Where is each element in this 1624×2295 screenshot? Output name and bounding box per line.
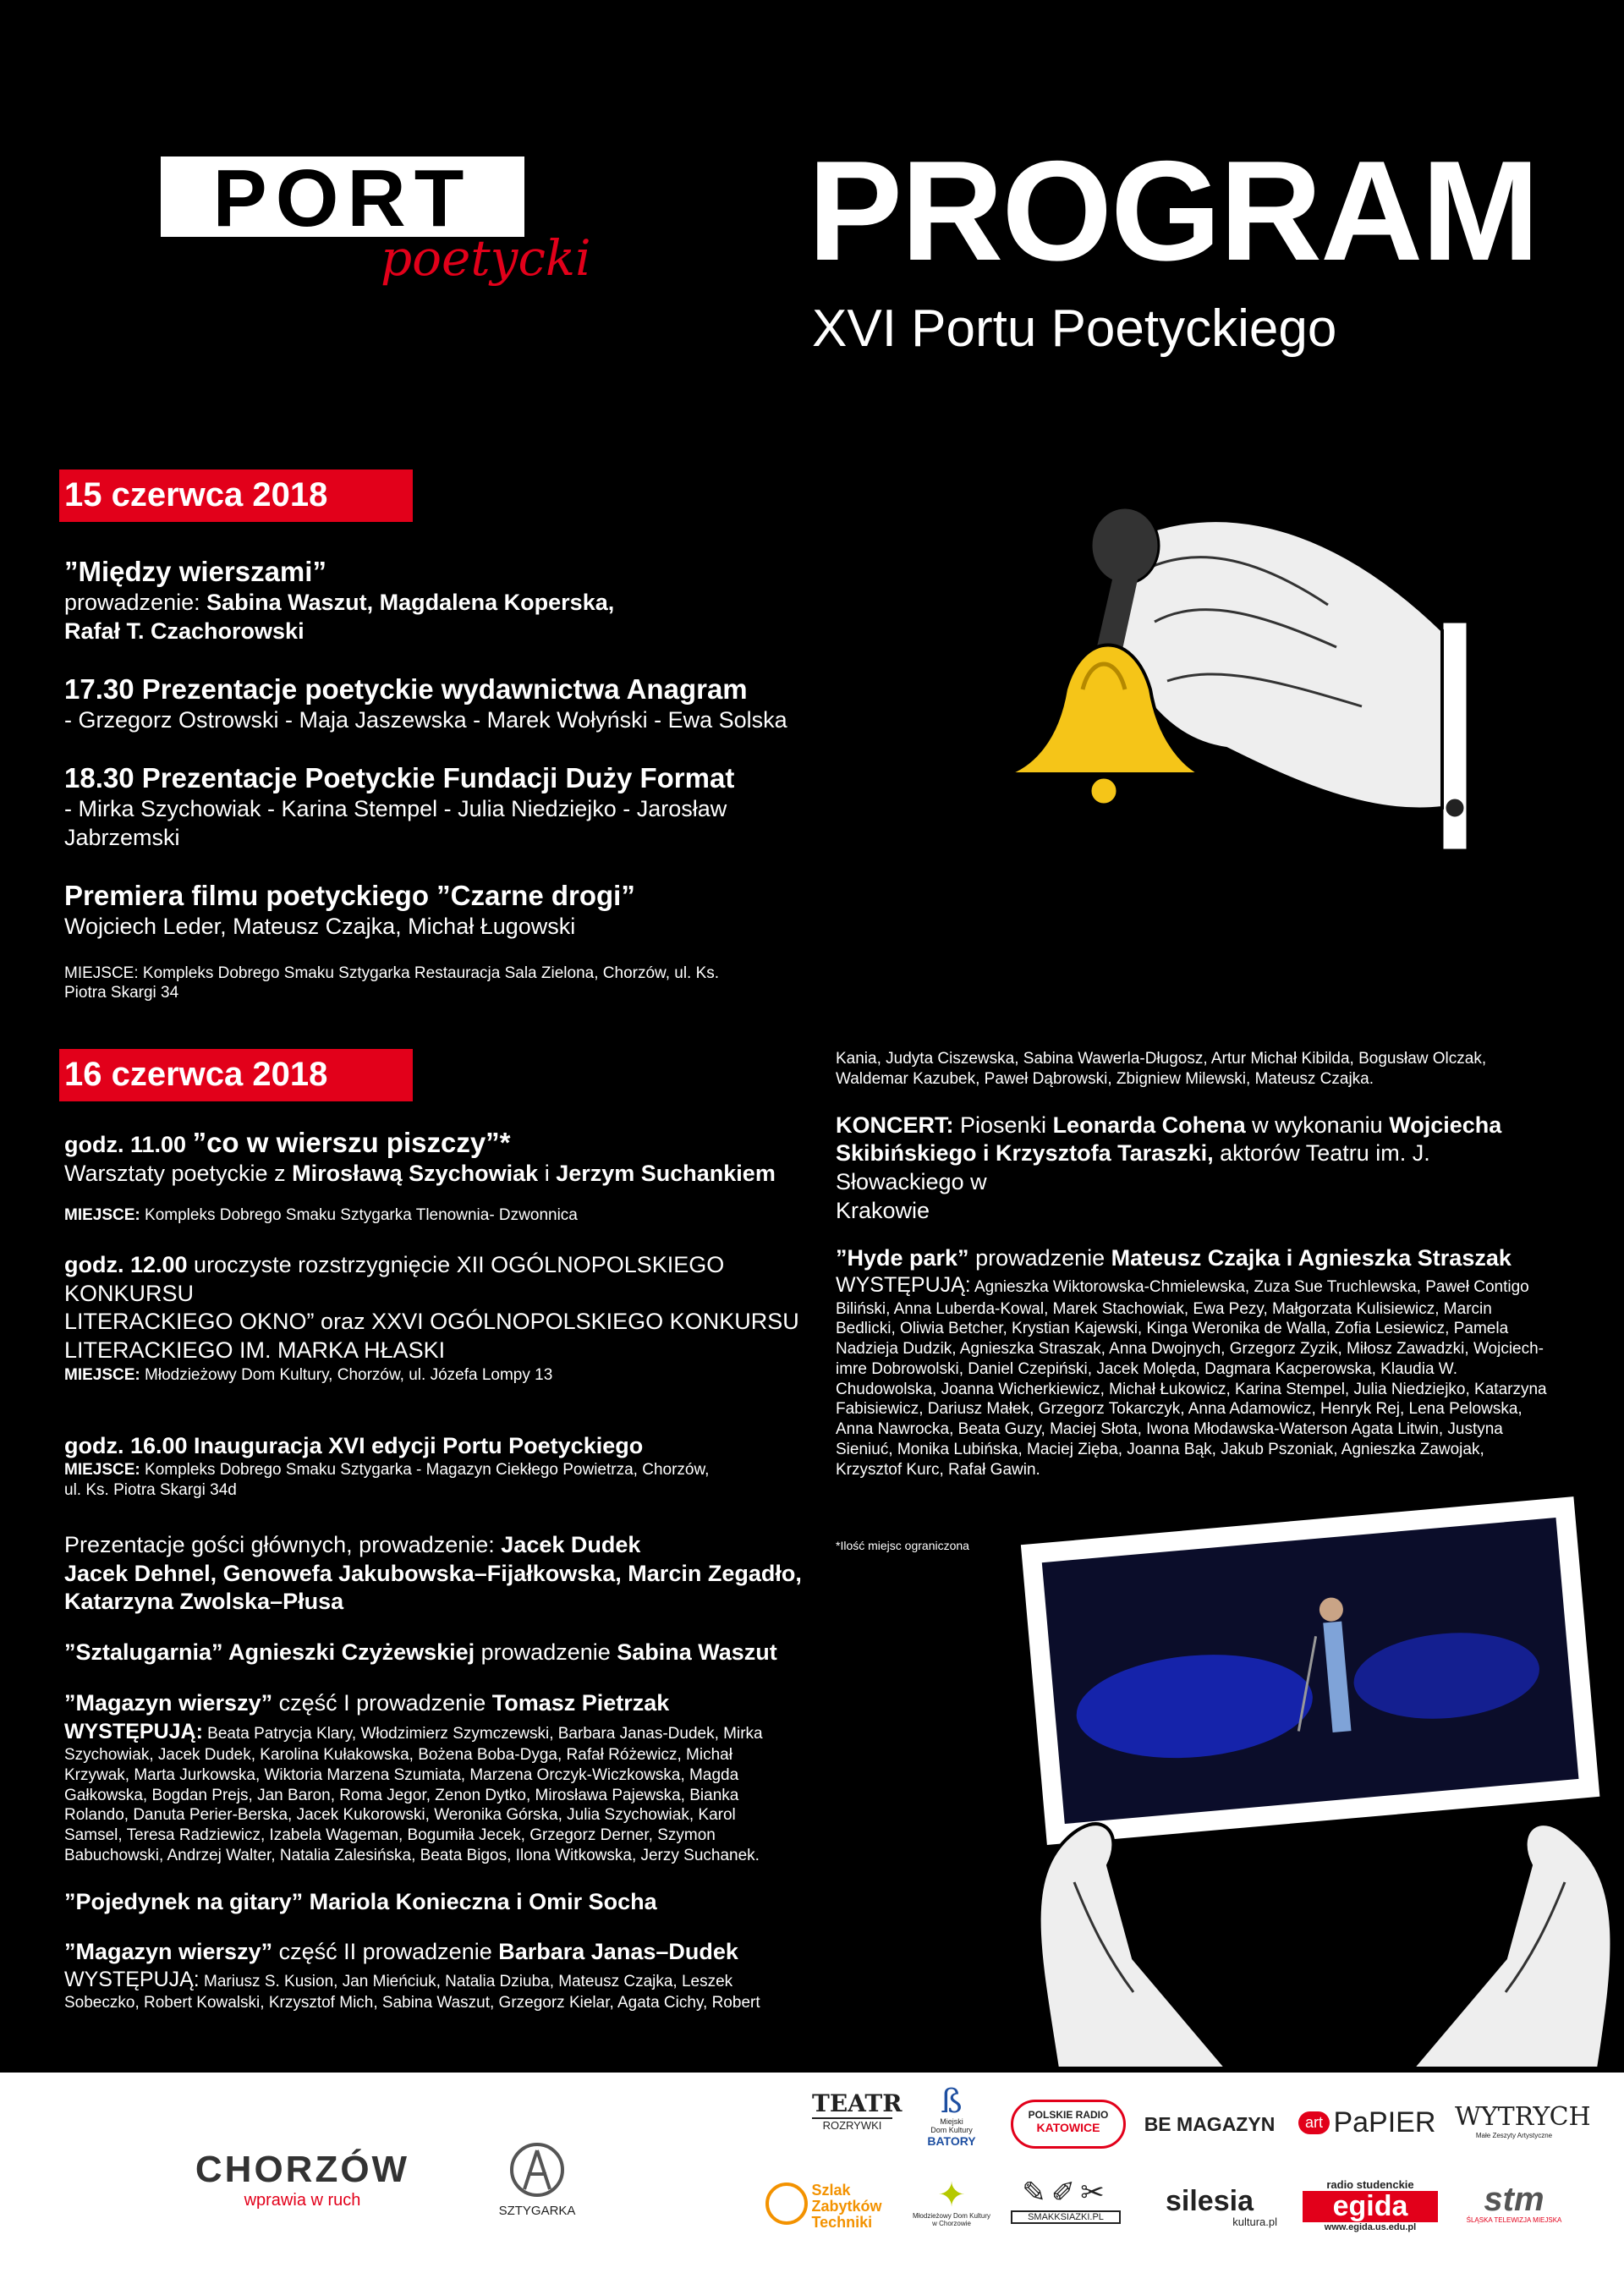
event-host: Tomasz Pietrzak (491, 1689, 670, 1716)
egida-main: egida (1303, 2191, 1438, 2222)
event-people: Wojciech Leder, Mateusz Czajka, Michał Ługowski (64, 913, 576, 939)
port-poetycki-logo (161, 153, 591, 287)
performers-line: Babuchowski, Andrzej Walter, Natalia Zalesińska, Beata Bigos, Ilona Witkowska, Jerzy Suchanek. (64, 1846, 760, 1864)
event-title: rezentacje poetyckie wydawnictwa Anagram (160, 673, 748, 705)
be-magazyn-text: BE MAGAZYN (1144, 2113, 1276, 2135)
concert-name: Skibińskiego i Krzysztofa Taraszki, (836, 1140, 1214, 1167)
performers-line: Krzysztof Kurc, Rafał Gawin. (836, 1460, 1040, 1479)
wytrych-text: WYTRYCH (1455, 2102, 1591, 2132)
event-lead: część II prowadzenie (272, 1939, 499, 1965)
event-host: Barbara Janas–Dudek (498, 1939, 738, 1965)
bell-hand-illustration (973, 495, 1624, 850)
event-people: - Mirka Szychowiak - Karina Stempel - Julia Niedziejko - Jarosław Jabrzemski (64, 796, 727, 850)
performers-line: Sobeczko, Robert Kowalski, Krzysztof Mich, Sabina Waszut, Grzegorz Kielar, Agata Cichy, Robert (64, 1994, 760, 2012)
stm-logo (1455, 2182, 1573, 2224)
szlak-text: Szlak (811, 2182, 851, 2199)
papier-text: PaPIER (1333, 2106, 1436, 2139)
event-lead: Prezentacje gości głównych, prowadzenie: (64, 1531, 502, 1557)
date-day-2: 16 czerwca 2018 (59, 1049, 413, 1101)
concert-name: Wojciecha (1389, 1112, 1502, 1138)
date-day-1: 15 czerwca 2018 (59, 469, 413, 522)
performers-line: Anna Nawrocka, Beata Guzy, Maciej Słota, Iwona Młodawska-Waterson Agata Litwin, Justyna (836, 1420, 1503, 1438)
radio-sub: KATOWICE (1036, 2121, 1100, 2134)
silesia-sub: kultura.pl (1232, 2215, 1277, 2228)
event-desc: LITERACKIEGO IM. MARKA HŁASKI (64, 1337, 446, 1363)
wytrych-sub: Małe Zeszyty Artystyczne (1475, 2132, 1553, 2139)
wytrych-logo (1455, 2102, 1591, 2139)
performers-line: Mariusz S. Kusion, Jan Mieńciuk, Natalia Dziuba, Mateusz Czajka, Leszek (199, 1973, 733, 1990)
event-time: godz. 12.00 (64, 1251, 188, 1277)
teatr-text: TEATR (812, 2089, 903, 2117)
teatr-sub: ROZRYWKI (812, 2117, 892, 2132)
place-text: MIEJSCE: Kompleks Dobrego Smaku Sztygarka Restauracja Sala Zielona, Chorzów, ul. Ks. (64, 964, 720, 982)
place-text: Kompleks Dobrego Smaku Sztygarka Tlenownia- Dzwonnica (140, 1206, 578, 1224)
event-host: Jacek Dudek (501, 1531, 641, 1557)
performers-line: Gałkowska, Bogdan Prejs, Jan Baron, Roma Jegor, Zenon Dytko, Mirosława Pajewska, Bianka (64, 1786, 739, 1804)
mdk-chorzow-text: Młodzieżowy Dom Kultury w Chorzowie (912, 2212, 991, 2227)
silesia-text: silesia (1166, 2185, 1254, 2217)
concert-label: KONCERT: (836, 1112, 954, 1138)
event-desc: LITERACKIEGO OKNO” oraz XXVI OGÓLNOPOLSKIEGO KONKURSU (64, 1309, 799, 1335)
smakksiazki-logo: ✎✐✂ SMAKKSIAZKI.PL (1011, 2178, 1121, 2224)
szlak-zabytkow-logo (765, 2182, 901, 2231)
performers-line: Bedlicki, Oliwia Betcher, Krystian Kajewski, Kinga Weronika de Walla, Zofia Lesiewicz, Pamela (836, 1320, 1509, 1338)
event-hosts: Sabina Waszut, Magdalena Koperska, (206, 590, 615, 616)
concert-text: Krakowie (836, 1197, 930, 1223)
guest-names: Katarzyna Zwolska–Płusa (64, 1589, 344, 1615)
mdk-text: Dom Kultury (930, 2126, 973, 2134)
performers-line: Beata Patrycja Klary, Włodzimierz Szymczewski, Barbara Janas-Dudek, Mirka (202, 1724, 763, 1743)
radio-text: POLSKIE RADIO (1028, 2109, 1109, 2121)
logo-script-text: poetycki (381, 229, 591, 287)
place-text: ul. Ks. Piotra Skargi 34d (64, 1481, 237, 1499)
mdk-text: Miejski (940, 2117, 963, 2126)
place-label: MIEJSCE: (64, 1206, 140, 1224)
event-hosts: Rafał T. Czachorowski (64, 618, 304, 644)
event-time: 17.30 P (64, 673, 161, 705)
radio-egida-logo (1303, 2178, 1438, 2232)
teatr-rozrywki-logo (812, 2089, 903, 2132)
stm-text: stm (1484, 2181, 1544, 2218)
performers-line: Kania, Judyta Ciszewska, Sabina Wawerla-Długosz, Artur Michał Kibilda, Bogusław Olczak, (836, 1050, 1487, 1068)
smak-text: SMAKKSIAZKI.PL (1011, 2210, 1121, 2224)
event-host: Mateusz Czajka i Agnieszka Straszak (1111, 1244, 1512, 1271)
event-title: ”co w wierszu piszczy”* (192, 1127, 511, 1158)
concert-text: Piosenki (953, 1112, 1053, 1138)
event-host: Sabina Waszut (617, 1639, 777, 1665)
chorzow-logo (190, 2149, 414, 2210)
event-lead: część I prowadzenie (272, 1689, 492, 1716)
event-title: Premiera filmu poetyckiego ”Czarne drogi” (64, 879, 635, 911)
event-title: ”Między wierszami” (64, 556, 326, 587)
chorzow-text: CHORZÓW (195, 2149, 410, 2190)
chorzow-tagline: wprawia w ruch (244, 2191, 361, 2210)
event-lead: prowadzenie (968, 1244, 1111, 1271)
performers-line: Szychowiak, Jacek Dudek, Karolina Kułakowska, Bożena Boba-Dyga, Rafał Różewicz, Michał (64, 1746, 732, 1764)
egida-url: www.egida.us.edu.pl (1324, 2222, 1417, 2233)
footnote: *Ilość miejsc ograniczona (836, 1539, 969, 1553)
stm-sub: ŚLĄSKA TELEWIZJA MIEJSKA (1466, 2216, 1562, 2224)
page-title: PROGRAM (808, 131, 1539, 290)
place-text: Młodzieżowy Dom Kultury, Chorzów, ul. Józefa Lompy 13 (140, 1365, 553, 1384)
page-subtitle: XVI Portu Poetyckiego (812, 299, 1337, 358)
event-lead: prowadzenie (475, 1639, 617, 1665)
art-text: art (1298, 2111, 1330, 2134)
silesia-kultura-logo (1142, 2187, 1277, 2228)
be-magazyn-logo (1142, 2113, 1277, 2136)
performers-line: Sieniuć, Monika Lubińska, Maciej Zięba, Joanna Bąk, Jakub Pszoniak, Agnieszka Zawojak, (836, 1440, 1484, 1458)
art-papier-logo (1298, 2106, 1442, 2139)
concert-text: aktorów Teatru im. J. Słowackiego w (836, 1140, 1430, 1194)
performers-line: imre Dobrowolski, Daniel Czepiński, Jacek Molęda, Dagmara Kacperowska, Klaudia W. (836, 1359, 1457, 1378)
sztygarka-text: SZTYGARKA (498, 2204, 576, 2218)
event-title: ”Magazyn wierszy” (64, 1939, 273, 1965)
event-host: Jerzym Suchankiem (556, 1161, 776, 1187)
szlak-text: Zabytków (811, 2197, 882, 2215)
mdk-chorzow-logo: ✦ Młodzieżowy Dom Kultury w Chorzowie (909, 2178, 994, 2227)
event-title: ”Magazyn wierszy” (64, 1689, 273, 1716)
performers-line: Biliński, Anna Luberda-Kowal, Marek Stachowiak, Ewa Pezy, Małgorzata Kulisiewicz, Marcin (836, 1299, 1492, 1318)
event-time: godz. 11.00 (64, 1132, 193, 1157)
performers-line: Chudowolska, Joanna Wicherkiewicz, Michał Łukowicz, Karina Stempel, Julia Niedziejko, Katarzyna (836, 1380, 1547, 1398)
place-label: MIEJSCE: (64, 1365, 140, 1384)
event-title: ”Sztalugarnia” Agnieszki Czyżewskiej (64, 1639, 475, 1665)
event-host: Mirosławą Szychowiak (292, 1161, 539, 1187)
egida-text: radio studenckie (1326, 2178, 1414, 2191)
performers-line: Nadzieja Dudzik, Agnieszka Straszak, Anna Dwojnych, Grzegorz Zyzik, Miłosz Zawadzki, Wojciech- (836, 1340, 1544, 1358)
place-text: Piotra Skargi 34 (64, 984, 179, 1002)
event-desc: uroczyste rozstrzygnięcie XII OGÓLNOPOLSKIEGO KONKURSU (64, 1251, 725, 1306)
place-label: MIEJSCE: (64, 1461, 140, 1480)
place-text: Kompleks Dobrego Smaku Sztygarka - Magazyn Ciekłego Powietrza, Chorzów, (140, 1461, 710, 1480)
event-title: ”Pojedynek na gitary” Mariola Konieczna i Omir Socha (64, 1888, 657, 1914)
szlak-text: Techniki (811, 2213, 873, 2231)
performers-line: Agnieszka Wiktorowska-Chmielewska, Zuza Sue Truchlewska, Paweł Contigo (970, 1278, 1529, 1297)
logo-main-text: PORT (212, 153, 473, 244)
performers-label: WYSTĘPUJĄ: (64, 1719, 203, 1743)
event-people: - Grzegorz Ostrowski - Maja Jaszewska - Marek Wołyński - Ewa Solska (64, 707, 787, 733)
event-lead: prowadzenie: (64, 590, 207, 616)
polskie-radio-logo (1011, 2100, 1126, 2149)
sponsors-footer (0, 2073, 1624, 2295)
event-desc: Warsztaty poetyckie z (64, 1161, 293, 1187)
photo-hands-illustration (1007, 1485, 1624, 2068)
sztygarka-logo (491, 2140, 584, 2218)
performers-label: WYSTĘPUJĄ: (836, 1273, 971, 1298)
event-desc: i (538, 1161, 557, 1187)
batory-text: BATORY (927, 2134, 976, 2148)
guest-names: Jacek Dehnel, Genowefa Jakubowska–Fijałkowska, Marcin Zegadło, (64, 1560, 802, 1586)
performers-line: Waldemar Kazubek, Paweł Dąbrowski, Zbigniew Milewski, Mateusz Czajka. (836, 1069, 1374, 1088)
event-title: godz. 16.00 Inauguracja XVI edycji Portu Poetyckiego (64, 1432, 644, 1458)
mdk-batory-logo: ß Miejski Dom Kultury BATORY (918, 2085, 985, 2148)
concert-text: w wykonaniu (1245, 1112, 1390, 1138)
concert-name: Leonarda Cohena (1052, 1112, 1246, 1138)
performers-line: Fabisiewicz, Dariusz Małek, Grzegorz Tokarczyk, Anna Adamowicz, Henryk Rej, Lena Pelowska, (836, 1400, 1522, 1419)
event-title: 18.30 Prezentacje Poetyckie Fundacji Duży Format (64, 761, 735, 793)
performers-line: Rolando, Danuta Perier-Berska, Jacek Kukorowski, Weronika Górska, Julia Szychowiak, Karol (64, 1806, 736, 1825)
performers-line: Samsel, Teresa Radziewicz, Izabela Wageman, Bogumiła Jecek, Grzegorz Derner, Szymon (64, 1826, 716, 1844)
performers-line: Krzywak, Marta Jurkowska, Wiktoria Marzena Szumiata, Marzena Orczyk-Wiczkowska, Magda (64, 1765, 739, 1784)
event-title: ”Hyde park” (836, 1244, 969, 1271)
performers-label: WYSTĘPUJĄ: (64, 1968, 200, 1991)
